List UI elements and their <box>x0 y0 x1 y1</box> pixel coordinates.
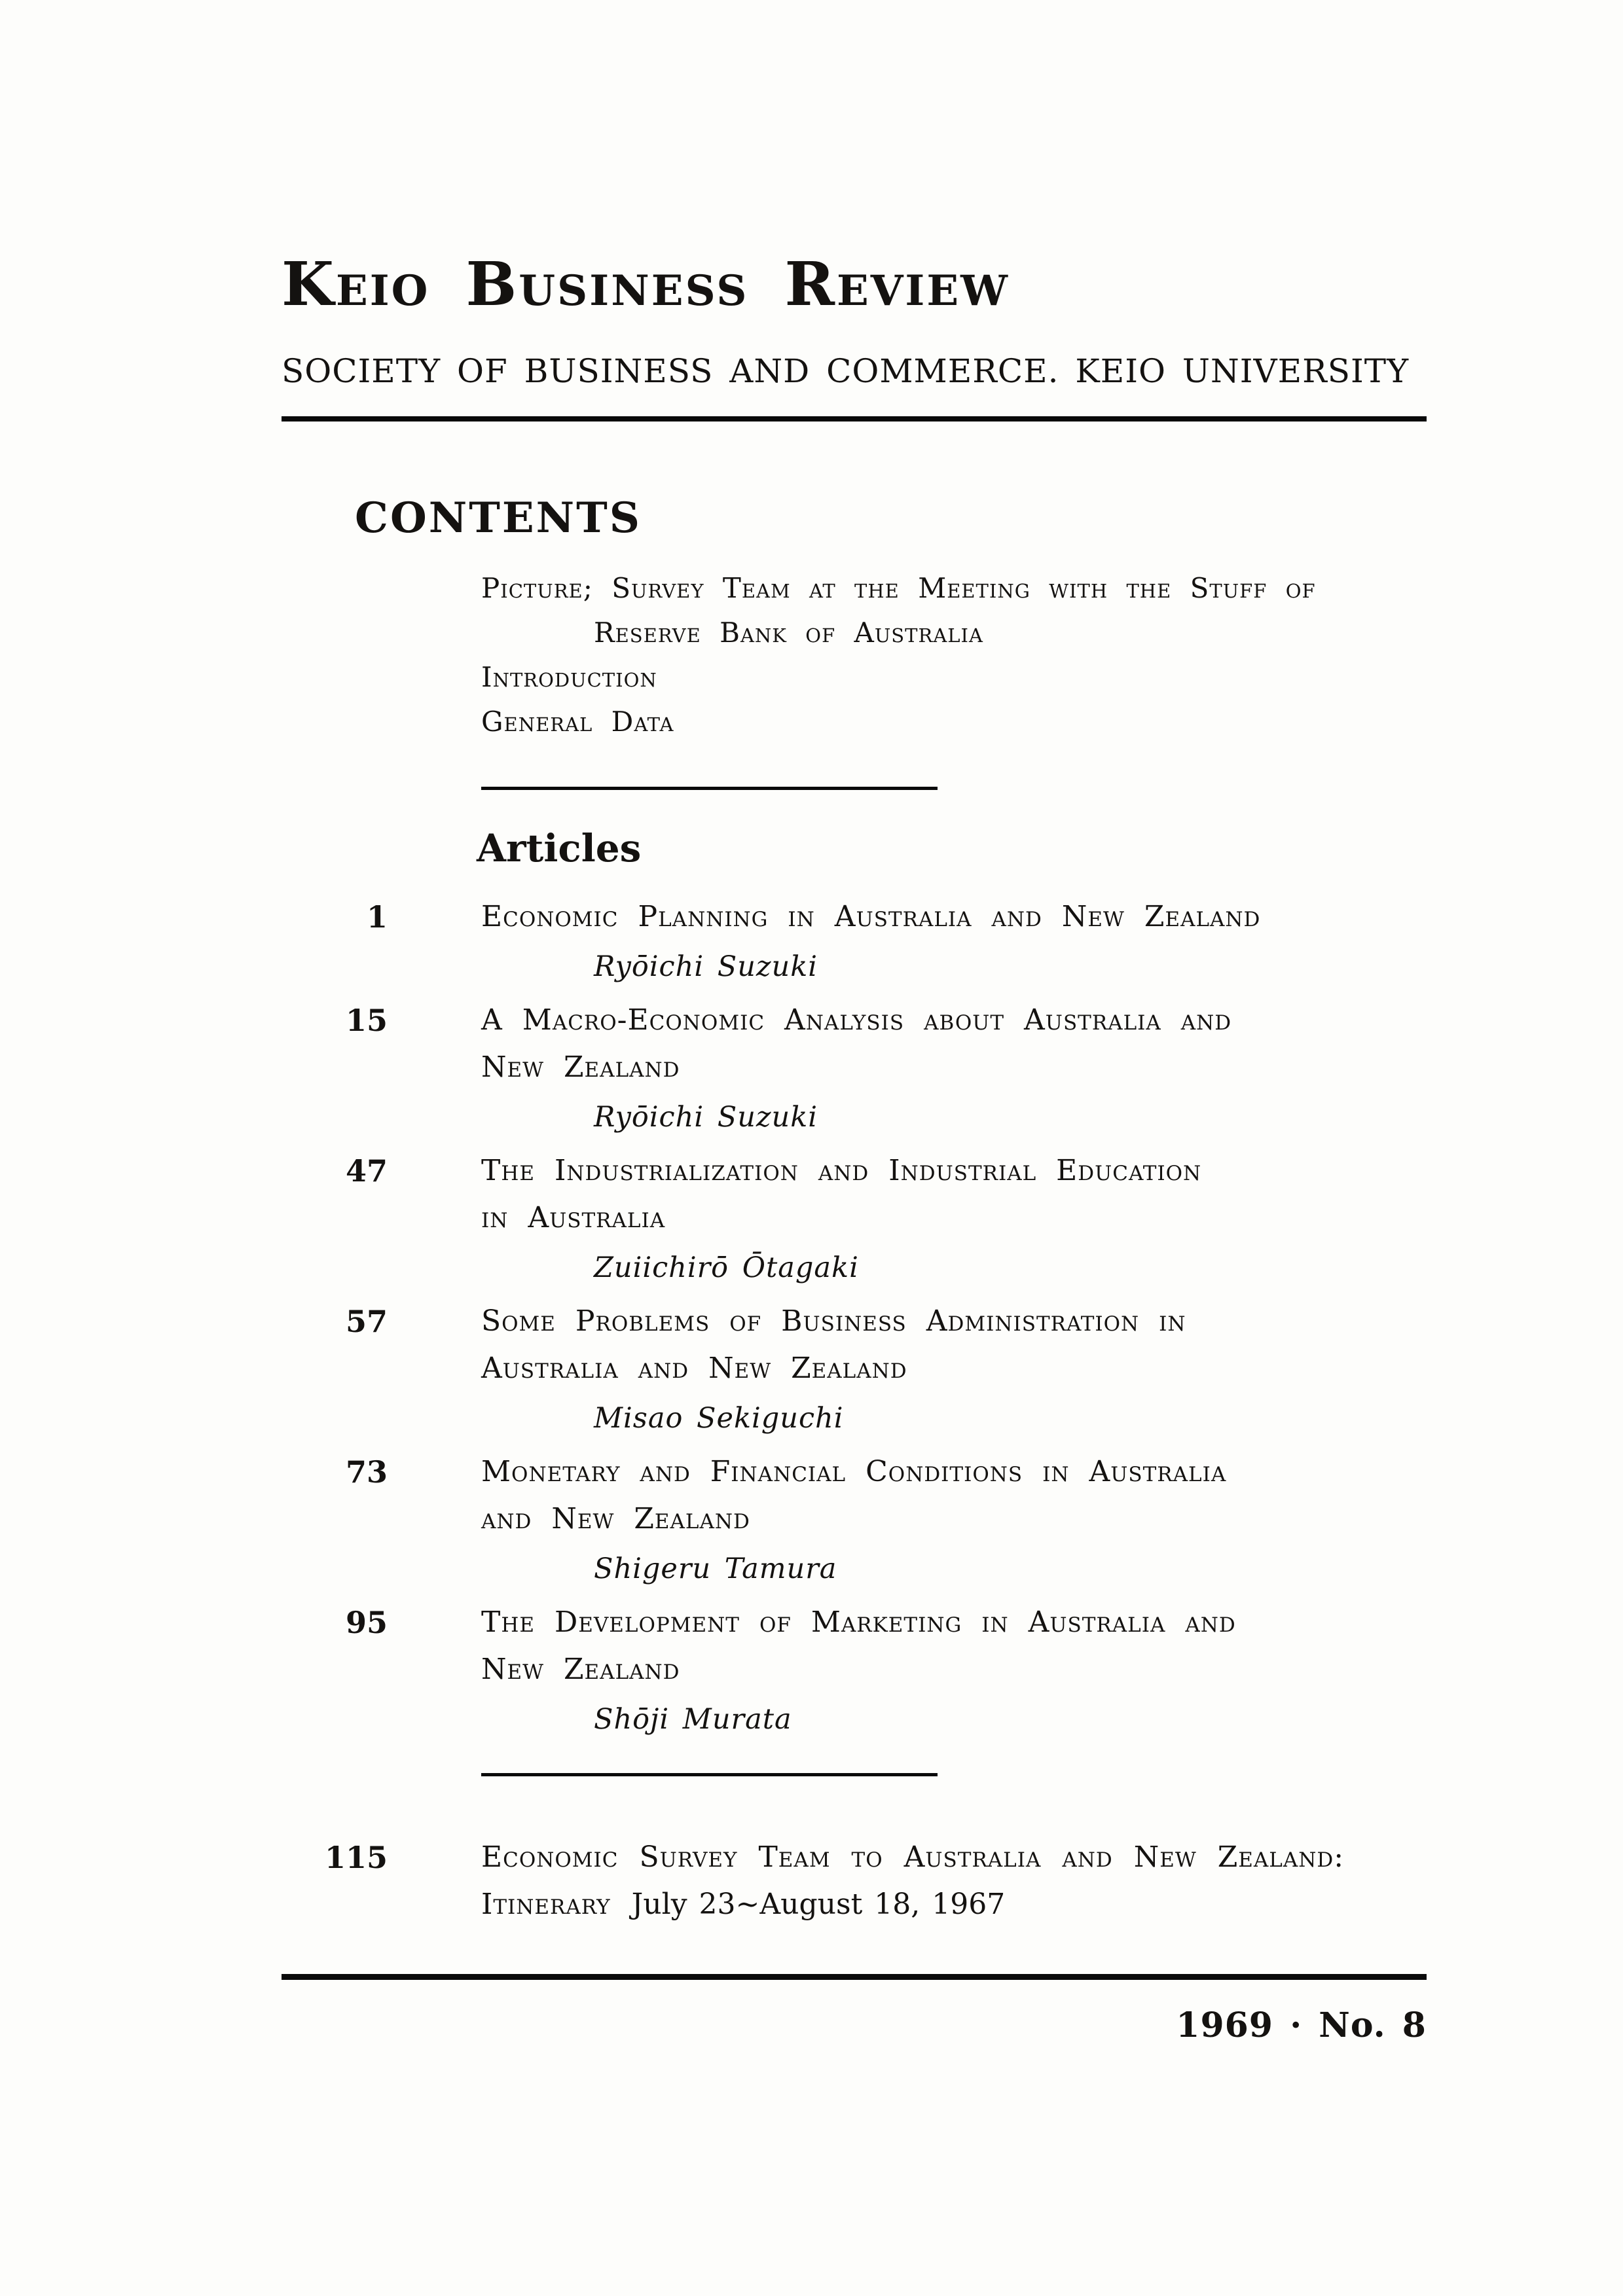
articles-heading: Articles <box>477 826 642 870</box>
appendix-page-number: 115 <box>324 1840 388 1875</box>
article-title-line1: The Development of Marketing in Australia and <box>481 1605 1236 1639</box>
appendix-divider <box>481 1773 938 1776</box>
article-entry <box>282 997 1427 1141</box>
article-page-number: 1 <box>366 899 388 935</box>
appendix-itinerary-dates: July 23~August 18, 1967 <box>631 1888 1006 1921</box>
article-author: Ryōichi Suzuki <box>594 1101 818 1134</box>
front-matter-section <box>481 572 1427 738</box>
article-page-number: 73 <box>345 1454 388 1490</box>
article-title-line1: A Macro-Economic Analysis about Australia and <box>481 1003 1232 1037</box>
footer-divider <box>282 1974 1427 1980</box>
appendix-itinerary-label: Itinerary <box>481 1888 611 1921</box>
contents-heading: CONTENTS <box>355 493 642 543</box>
article-page-number: 47 <box>345 1153 388 1189</box>
front-matter-general-data: General Data <box>481 706 674 738</box>
article-entry <box>282 1599 1427 1743</box>
article-title-line1: Economic Planning in Australia and New Zealand <box>481 900 1261 933</box>
article-author: Shōji Murata <box>594 1703 792 1736</box>
journal-title: Keio Business Review <box>282 249 1010 319</box>
issue-year-number: 1969 · No. 8 <box>1176 2005 1427 2045</box>
article-entry <box>282 1298 1427 1442</box>
articles-list <box>282 893 1427 1743</box>
article-author: Zuiichirō Ōtagaki <box>594 1251 859 1284</box>
front-matter-introduction: Introduction <box>481 661 657 693</box>
article-entry <box>282 893 1427 990</box>
article-title-line1: The Industrialization and Industrial Education <box>481 1154 1202 1187</box>
front-matter-picture-line1: Picture; Survey Team at the Meeting with the Stuff of <box>481 572 1316 604</box>
front-matter-picture-line2: Reserve Bank of Australia <box>594 617 983 649</box>
society-subtitle: SOCIETY OF BUSINESS AND COMMERCE. KEIO UNIVERSITY <box>282 352 1410 390</box>
appendix-entry <box>282 1834 1427 1928</box>
article-author: Misao Sekiguchi <box>594 1402 844 1435</box>
article-title-line1: Some Problems of Business Administration in <box>481 1304 1186 1338</box>
itinerary-spacer <box>611 1888 632 1921</box>
header-divider <box>282 416 1427 422</box>
article-title-line2: New Zealand <box>481 1653 680 1686</box>
front-matter-divider <box>481 787 938 790</box>
article-entry <box>282 1448 1427 1592</box>
article-title-line2: Australia and New Zealand <box>481 1352 907 1385</box>
article-title-line1: Monetary and Financial Conditions in Australia <box>481 1455 1227 1488</box>
article-title-line2: and New Zealand <box>481 1502 750 1535</box>
article-author: Shigeru Tamura <box>594 1552 837 1585</box>
article-page-number: 15 <box>345 1003 388 1038</box>
article-page-number: 95 <box>345 1605 388 1640</box>
article-author: Ryōichi Suzuki <box>594 950 818 983</box>
appendix-itinerary-line <box>481 1881 1427 1928</box>
article-title-line2: New Zealand <box>481 1050 680 1084</box>
appendix-title-line: Economic Survey Team to Australia and New Zealand: <box>481 1840 1345 1874</box>
article-entry <box>282 1147 1427 1291</box>
article-title-line2: in Australia <box>481 1201 666 1234</box>
article-page-number: 57 <box>345 1304 388 1339</box>
